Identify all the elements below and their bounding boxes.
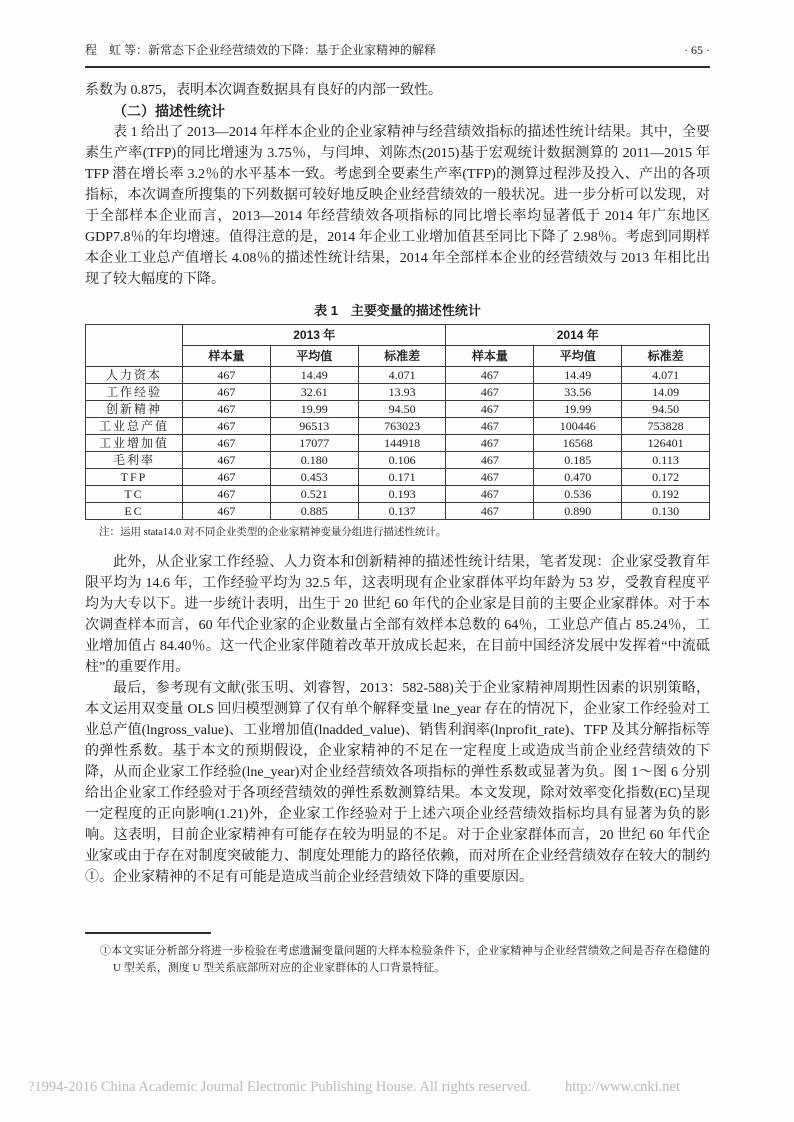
footnote-block	[85, 932, 710, 977]
footnote-text: ①本文实证分析部分将进一步检验在考虑遗漏变量问题的大样本检验条件下，企业家精神与企业经营绩效之间是否存在稳健的 U 型关系，测度 U 型关系底部所对应的企业家群体的人口背景特征。	[100, 945, 710, 974]
cell: 467	[446, 503, 534, 520]
cell: 0.137	[358, 503, 446, 520]
cell: 32.61	[270, 384, 358, 401]
running-header-title: 程 虹 等：新常态下企业经营绩效的下降：基于企业家精神的解释	[85, 43, 437, 57]
cell: 0.890	[534, 503, 622, 520]
table-row	[86, 435, 710, 452]
row-label: 毛利率	[86, 452, 183, 469]
cell: 467	[446, 435, 534, 452]
cell: 0.885	[270, 503, 358, 520]
cell: 467	[446, 452, 534, 469]
row-label: TFP	[86, 469, 183, 486]
cell: 17077	[270, 435, 358, 452]
cell: 14.09	[622, 384, 710, 401]
cell: 94.50	[358, 401, 446, 418]
table-row	[86, 418, 710, 435]
col-header-sample-2014: 样本量	[446, 346, 534, 367]
table-row	[86, 469, 710, 486]
cell: 467	[446, 367, 534, 384]
paragraph-3: 最后，参考现有文献(张玉明、刘睿智，2013：582-588)关于企业家精神周期性因素的识别策略，本文运用双变量 OLS 回归模型测算了仅有单个解释变量 lne_year 存在的情况下，企业家工作经验对工业总产值(lngross_value)、工业增加值(lnadded_value)、销售利润率(lnprofit_rate)、TFP 及其分解指标等的弹性系数。基于本文的预期假设，企业家精神的不足在一定程度上或造成当前企业经营绩效的下降，从而企业家工作经验(lne_year)对企业经营绩效各项指标的弹性系数或显著为负。图 1～图 6 分别给出企业家工作经验对于各项经营绩效的弹性系数测算结果。本文发现，除对效率变化指数(EC)呈现一定程度的正向影响(1.21)外，企业家工作经验对于上述六项企业经营绩效指标均具有显著为负的影响。这表明，目前企业家精神有可能存在较为明显的不足。对于企业家群体而言，20 世纪 60 年代企业家或由于存在对制度突破能力、制度处理能力的路径依赖，而对所在企业经营绩效存在较大的制约①。企业家精神的不足有可能是造成当前企业经营绩效下降的重要原因。	[85, 681, 710, 885]
cell: 0.521	[270, 486, 358, 503]
cell: 100446	[534, 418, 622, 435]
cell: 467	[183, 384, 271, 401]
table-title: 表 1 主要变量的描述性统计	[314, 303, 481, 318]
copyright-footer	[28, 1078, 774, 1096]
cell: 0.171	[358, 469, 446, 486]
cell: 467	[183, 452, 271, 469]
page-number: · 65 ·	[684, 43, 710, 57]
cell: 467	[183, 401, 271, 418]
cell: 0.106	[358, 452, 446, 469]
cell: 14.49	[270, 367, 358, 384]
cell: 126401	[622, 435, 710, 452]
cell: 0.536	[534, 486, 622, 503]
col-header-mean-2013: 平均值	[270, 346, 358, 367]
cell: 13.93	[358, 384, 446, 401]
cell: 0.130	[622, 503, 710, 520]
cell: 33.56	[534, 384, 622, 401]
cell: 4.071	[358, 367, 446, 384]
col-header-mean-2014: 平均值	[534, 346, 622, 367]
col-header-sd-2014: 标准差	[622, 346, 710, 367]
table-row	[86, 384, 710, 401]
table-note: 注：运用 stata14.0 对不同企业类型的企业家精神变量分组进行描述性统计。	[99, 527, 447, 538]
table-row	[86, 452, 710, 469]
header-rule	[85, 66, 710, 68]
cell: 467	[446, 401, 534, 418]
paragraph-2: 此外，从企业家工作经验、人力资本和创新精神的描述性统计结果，笔者发现：企业家受教育年限平均为 14.6 年，工作经验平均为 32.5 年，这表明现有企业家群体平均年龄为 53 岁，受教育程度平均为大专以下。进一步统计表明，出生于 20 世纪 60 年代的企业家是目前的主要企业家群体。对于本次调查样本而言，60 年代企业家的企业数量占全部有效样本总数的 64％，工业总产值占 85.24％，工业增加值占 84.40％。这一代企业家伴随着改革开放成长起来，在目前中国经济发展中发挥着“中流砥柱”的重要作用。	[85, 555, 710, 675]
cell: 467	[183, 503, 271, 520]
year-header-2014: 2014 年	[446, 325, 710, 346]
copyright-text: ?1994-2016 China Academic Journal Electronic Publishing House. All rights reserved.	[28, 1079, 531, 1095]
row-label: TC	[86, 486, 183, 503]
running-header	[85, 42, 710, 58]
table-row	[86, 367, 710, 384]
row-label: 工作经验	[86, 384, 183, 401]
year-header-2013: 2013 年	[183, 325, 446, 346]
table-row	[86, 503, 710, 520]
row-label: 人力资本	[86, 367, 183, 384]
cell: 467	[183, 486, 271, 503]
cell: 467	[183, 367, 271, 384]
cell: 753828	[622, 418, 710, 435]
cell: 0.180	[270, 452, 358, 469]
cell: 467	[446, 469, 534, 486]
section-heading-descriptive-stats: （二）描述性统计	[113, 103, 225, 119]
cell: 467	[183, 435, 271, 452]
cell: 14.49	[534, 367, 622, 384]
table-row	[86, 401, 710, 418]
cell: 467	[183, 469, 271, 486]
cnki-url: http://www.cnki.net	[564, 1079, 681, 1095]
row-label: EC	[86, 503, 183, 520]
cell: 19.99	[534, 401, 622, 418]
cell: 467	[446, 418, 534, 435]
table-year-header-row	[86, 325, 710, 346]
cell: 94.50	[622, 401, 710, 418]
cell: 467	[446, 384, 534, 401]
table-row	[86, 486, 710, 503]
cell: 763023	[358, 418, 446, 435]
cell: 0.185	[534, 452, 622, 469]
cell: 467	[446, 486, 534, 503]
paragraph-intro: 系数为 0.875，表明本次调查数据具有良好的内部一致性。	[85, 83, 442, 98]
row-label: 工业增加值	[86, 435, 183, 452]
descriptive-statistics-table	[85, 324, 710, 520]
col-header-sample-2013: 样本量	[183, 346, 271, 367]
cell: 0.113	[622, 452, 710, 469]
cell: 19.99	[270, 401, 358, 418]
row-label: 工业总产值	[86, 418, 183, 435]
table-corner-cell	[86, 325, 183, 367]
cell: 0.453	[270, 469, 358, 486]
col-header-sd-2013: 标准差	[358, 346, 446, 367]
cell: 0.172	[622, 469, 710, 486]
cell: 16568	[534, 435, 622, 452]
row-label: 创新精神	[86, 401, 183, 418]
cell: 0.193	[358, 486, 446, 503]
cell: 0.470	[534, 469, 622, 486]
cell: 144918	[358, 435, 446, 452]
cell: 4.071	[622, 367, 710, 384]
cell: 96513	[270, 418, 358, 435]
paragraph-1: 表 1 给出了 2013—2014 年样本企业的企业家精神与经营绩效指标的描述性统计结果。其中，全要素生产率(TFP)的同比增速为 3.75％，与闫坤、刘陈杰(2015)基于宏观统计数据测算的 2011—2015 年 TFP 潜在增长率 3.2％的水平基本一致。考虑到全要素生产率(TFP)的测算过程涉及投入、产出的各项指标，本次调查所搜集的下列数据可较好地反映企业经营绩效的一般状况。进一步分析可以发现，对于全部样本企业而言，2013—2014 年经营绩效各项指标的同比增长率均显著低于 2014 年广东地区 GDP7.8％的年均增速。值得注意的是，2014 年企业工业增加值甚至同比下降了 2.98％。考虑到同期样本企业工业总产值增长 4.08％的描述性统计结果，2014 年全部样本企业的经营绩效与 2013 年相比出现了较大幅度的下降。	[85, 125, 710, 287]
footnote-divider	[85, 932, 211, 934]
cell: 0.192	[622, 486, 710, 503]
cell: 467	[183, 418, 271, 435]
